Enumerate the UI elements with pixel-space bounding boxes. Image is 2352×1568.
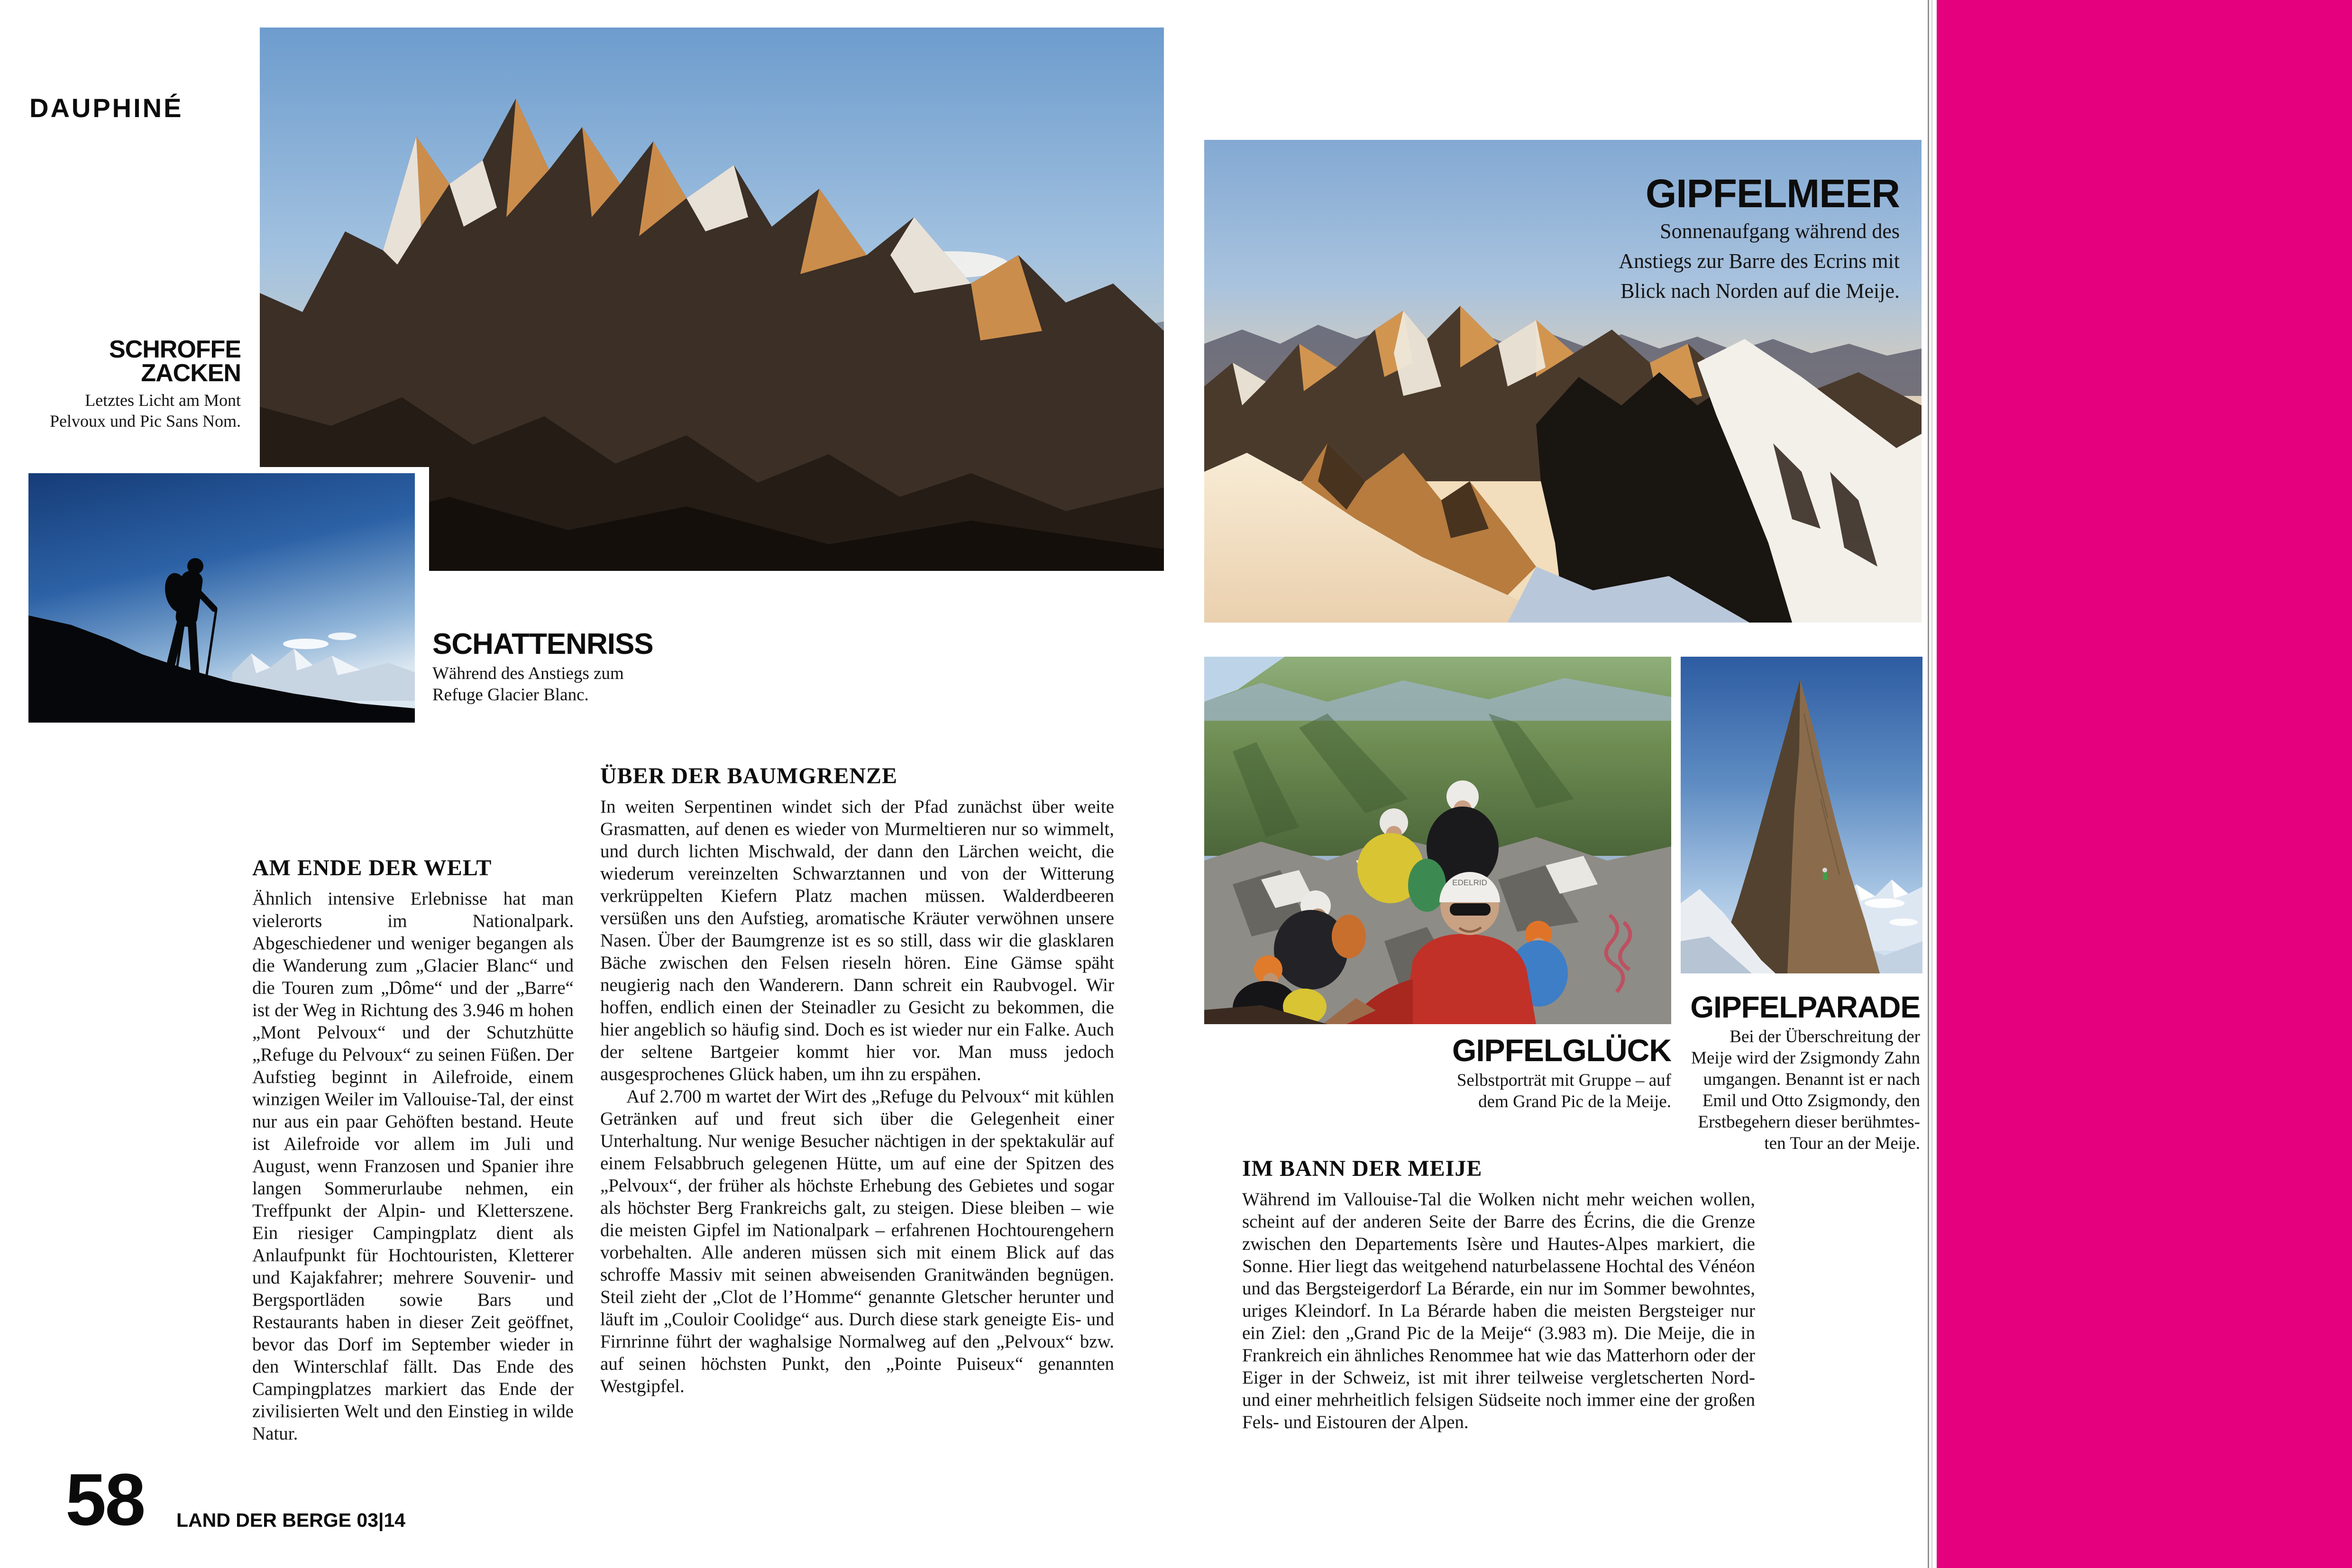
- caption-text-line: Erstbegehern dieser berühmtes-: [1698, 1112, 1920, 1132]
- tiny-climber-figure: [1823, 872, 1827, 880]
- magazine-issue-label: LAND DER BERGE 03|14: [176, 1509, 406, 1531]
- photo-climber-silhouette: [28, 473, 415, 723]
- article-body: Während im Vallouise-Tal die Wolken nicht mehr weichen wollen, scheint auf der anderen Seite der Barre des Écrins, die die Grenze zwischen den Departements Isère und Hautes-Alpes markiert, die Sonne. Hier liegt das weitgehend naturbelassene Hochtal des Vénéon und das Bergsteigerdorf La Bérarde, ein nur im Sommer bewohntes, uriges Kleindorf. In La Bérarde haben die meisten Bergsteiger nur ein Ziel: den „Grand Pic de la Meije“ (3.983 m). Die Meije, die in Frankreich ein ähnliches Renommee hat wie das Matterhorn oder der Eiger in der Schweiz, ist mit ihrer teilweise vergletscherten Nord- und einer mehrheitlich felsigen Südseite noch immer eine der großen Fels- und Eistouren der Alpen.: [1242, 1189, 1755, 1433]
- caption-text-line: Bei der Überschreitung der: [1730, 1027, 1920, 1046]
- caption-text-line: Sonnenaufgang während des: [1660, 220, 1900, 243]
- article-column-3: [1242, 1157, 1755, 1433]
- summit-selfie-art: [1204, 657, 1671, 1024]
- caption-title: GIPFELPARADE: [1690, 990, 1920, 1024]
- caption-gipfelmeer: [1426, 171, 1900, 306]
- page-edge-highlight: [1931, 0, 1932, 1568]
- next-page-edge[interactable]: [1937, 0, 2352, 1568]
- article-column-1: [252, 856, 574, 1445]
- article-body: Ähnlich intensive Erlebnisse hat man vielerorts im Nationalpark. Abgeschiedener und weniger begangen als die Wanderung zum „Glacier Blanc“ und die Touren zum „Dôme“ und der „Barre“ ist der Weg in Richtung des 3.946 m hohen „Mont Pelvoux“ und der Schutzhütte „Refuge du Pelvoux“ zu seinen Füßen. Der Aufstieg beginnt in Ailefroide, einem winzigen Weiler im Vallouise-Tal, der einst nur aus ein paar Gehöften bestand. Heute ist Ailefroide vor allem im Juli und August, wenn Franzosen und Spanier ihre langen Sommerurlaube nehmen, ein Treffpunkt der Alpin- und Kletterszene. Ein riesiger Campingplatz dient als Anlaufpunkt für Hochtouristen, Kletterer und Kajakfahrer; mehrere Souvenir- und Bergsportläden sowie Bars und Restaurants haben in dieser Zeit geöffnet, bevor das Dorf im September wieder in den Winterschlaf fällt. Das Ende des Campingplatzes markiert das Ende der zivilisierten Welt und den Einstieg in wilde Natur.: [252, 889, 574, 1444]
- caption-text-line: Während des Anstiegs zum: [432, 664, 624, 683]
- article-column-2: [600, 764, 1114, 1397]
- article-paragraph: In weiten Serpentinen windet sich der Pfad zunächst über weite Grasmatten, auf denen es wieder von Murmeltieren nur so wimmelt, und durch lichten Mischwald, der dann den Lärchen weicht, die wiederum vereinzelten Schwarztannen und von der Witterung verkrüppelten Kiefern Platz machen müssen. Walderdbeeren versüßen uns den Aufstieg, aromatische Kräuter verwöhnen unsere Nasen. Über der Baumgrenze ist es so still, dass wir die glasklaren Bäche zwischen den Felsen rieseln hören. Eine Gämse späht neugierig nach den Wanderern. Dann schreit ein Raubvogel. Wir hoffen, endlich einen der Steinadler zu Gesicht zu bekommen, die hier angeblich so häufig sind. Doch es ist wieder nur ein Falke. Auch der seltene Bartgeier kommt hier vor. Man muss jedoch ausgesprochenes Glück haben, um ihn zu erspähen.: [600, 797, 1114, 1085]
- caption-text-line: Selbstporträt mit Gruppe – auf: [1456, 1071, 1671, 1090]
- photo-summit-group-selfie: [1204, 657, 1671, 1024]
- climber-silhouette-art: [28, 473, 415, 723]
- caption-title: SCHATTENRISS: [432, 628, 653, 660]
- caption-text-line: umgangen. Benannt ist er nach: [1703, 1070, 1920, 1089]
- helmet-brand-text: EDELRID: [1452, 878, 1487, 887]
- caption-text-line: dem Grand Pic de la Meije.: [1478, 1092, 1671, 1111]
- article-heading: IM BANN DER MEIJE: [1242, 1156, 1483, 1181]
- caption-text-line: Meije wird der Zsigmondy Zahn: [1691, 1048, 1920, 1068]
- caption-title: GIPFELGLÜCK: [1452, 1033, 1671, 1068]
- section-kicker: DAUPHINÉ: [29, 93, 183, 123]
- caption-schroffe-zacken: [14, 338, 241, 431]
- rock-pinnacle-art: [1681, 657, 1922, 973]
- caption-title-line: ZACKEN: [141, 359, 241, 387]
- photo-zsigmondy-zahn-pinnacle: [1681, 657, 1922, 973]
- caption-text-line: Letztes Licht am Mont: [85, 391, 241, 410]
- caption-title-line: SCHROFFE: [109, 336, 241, 363]
- page-edge-line: [1928, 0, 1929, 1568]
- article-paragraph: Auf 2.700 m wartet der Wirt des „Refuge du Pelvoux“ mit kühlen Getränken auf und freut sich über die Gelegenheit einer Unterhaltung. Nur wenige Besucher nächtigen in der spektakulär auf einem Felsabbruch gelegenen Hütte, um auf eine der Spitzen des „Pelvoux“, der früher als höchste Erhebung des Gebietes und sogar als höchster Berg Frankreichs galt, zu steigen. Diese bleiben – wie die meisten Gipfel im Nationalpark – erfahrenen Hochtourengehern vorbehalten. Alle anderen müssen sich mit einem Blick auf das schroffe Massiv mit seinen abweisenden Granitwänden begnügen. Steil zieht der „Clot de l’Homme“ genannte Gletscher herunter und läuft im „Couloir Coolidge“ aus. Durch diese stark geneigte Eis- und Firnrinne führt der waghalsige Normalweg auf den „Pelvoux“ bzw. auf seinen höchsten Punkt, den „Pointe Puiseux“ genannten Westgipfel.: [600, 1086, 1114, 1397]
- caption-text-line: Pelvoux und Pic Sans Nom.: [49, 412, 241, 431]
- caption-title: GIPFELMEER: [1645, 171, 1900, 216]
- page-number: 58: [65, 1458, 145, 1540]
- article-heading: AM ENDE DER WELT: [252, 855, 492, 880]
- caption-schattenriss: [432, 630, 745, 706]
- article-heading: ÜBER DER BAUMGRENZE: [600, 763, 898, 789]
- caption-text-line: Refuge Glacier Blanc.: [432, 685, 589, 705]
- caption-text-line: Blick nach Norden auf die Meije.: [1620, 279, 1900, 303]
- caption-text-line: ten Tour an der Meije.: [1764, 1134, 1920, 1153]
- caption-gipfelparade: [1588, 992, 1920, 1154]
- caption-text-line: Anstiegs zur Barre des Ecrins mit: [1619, 249, 1900, 273]
- caption-text-line: Emil und Otto Zsigmondy, den: [1702, 1091, 1920, 1110]
